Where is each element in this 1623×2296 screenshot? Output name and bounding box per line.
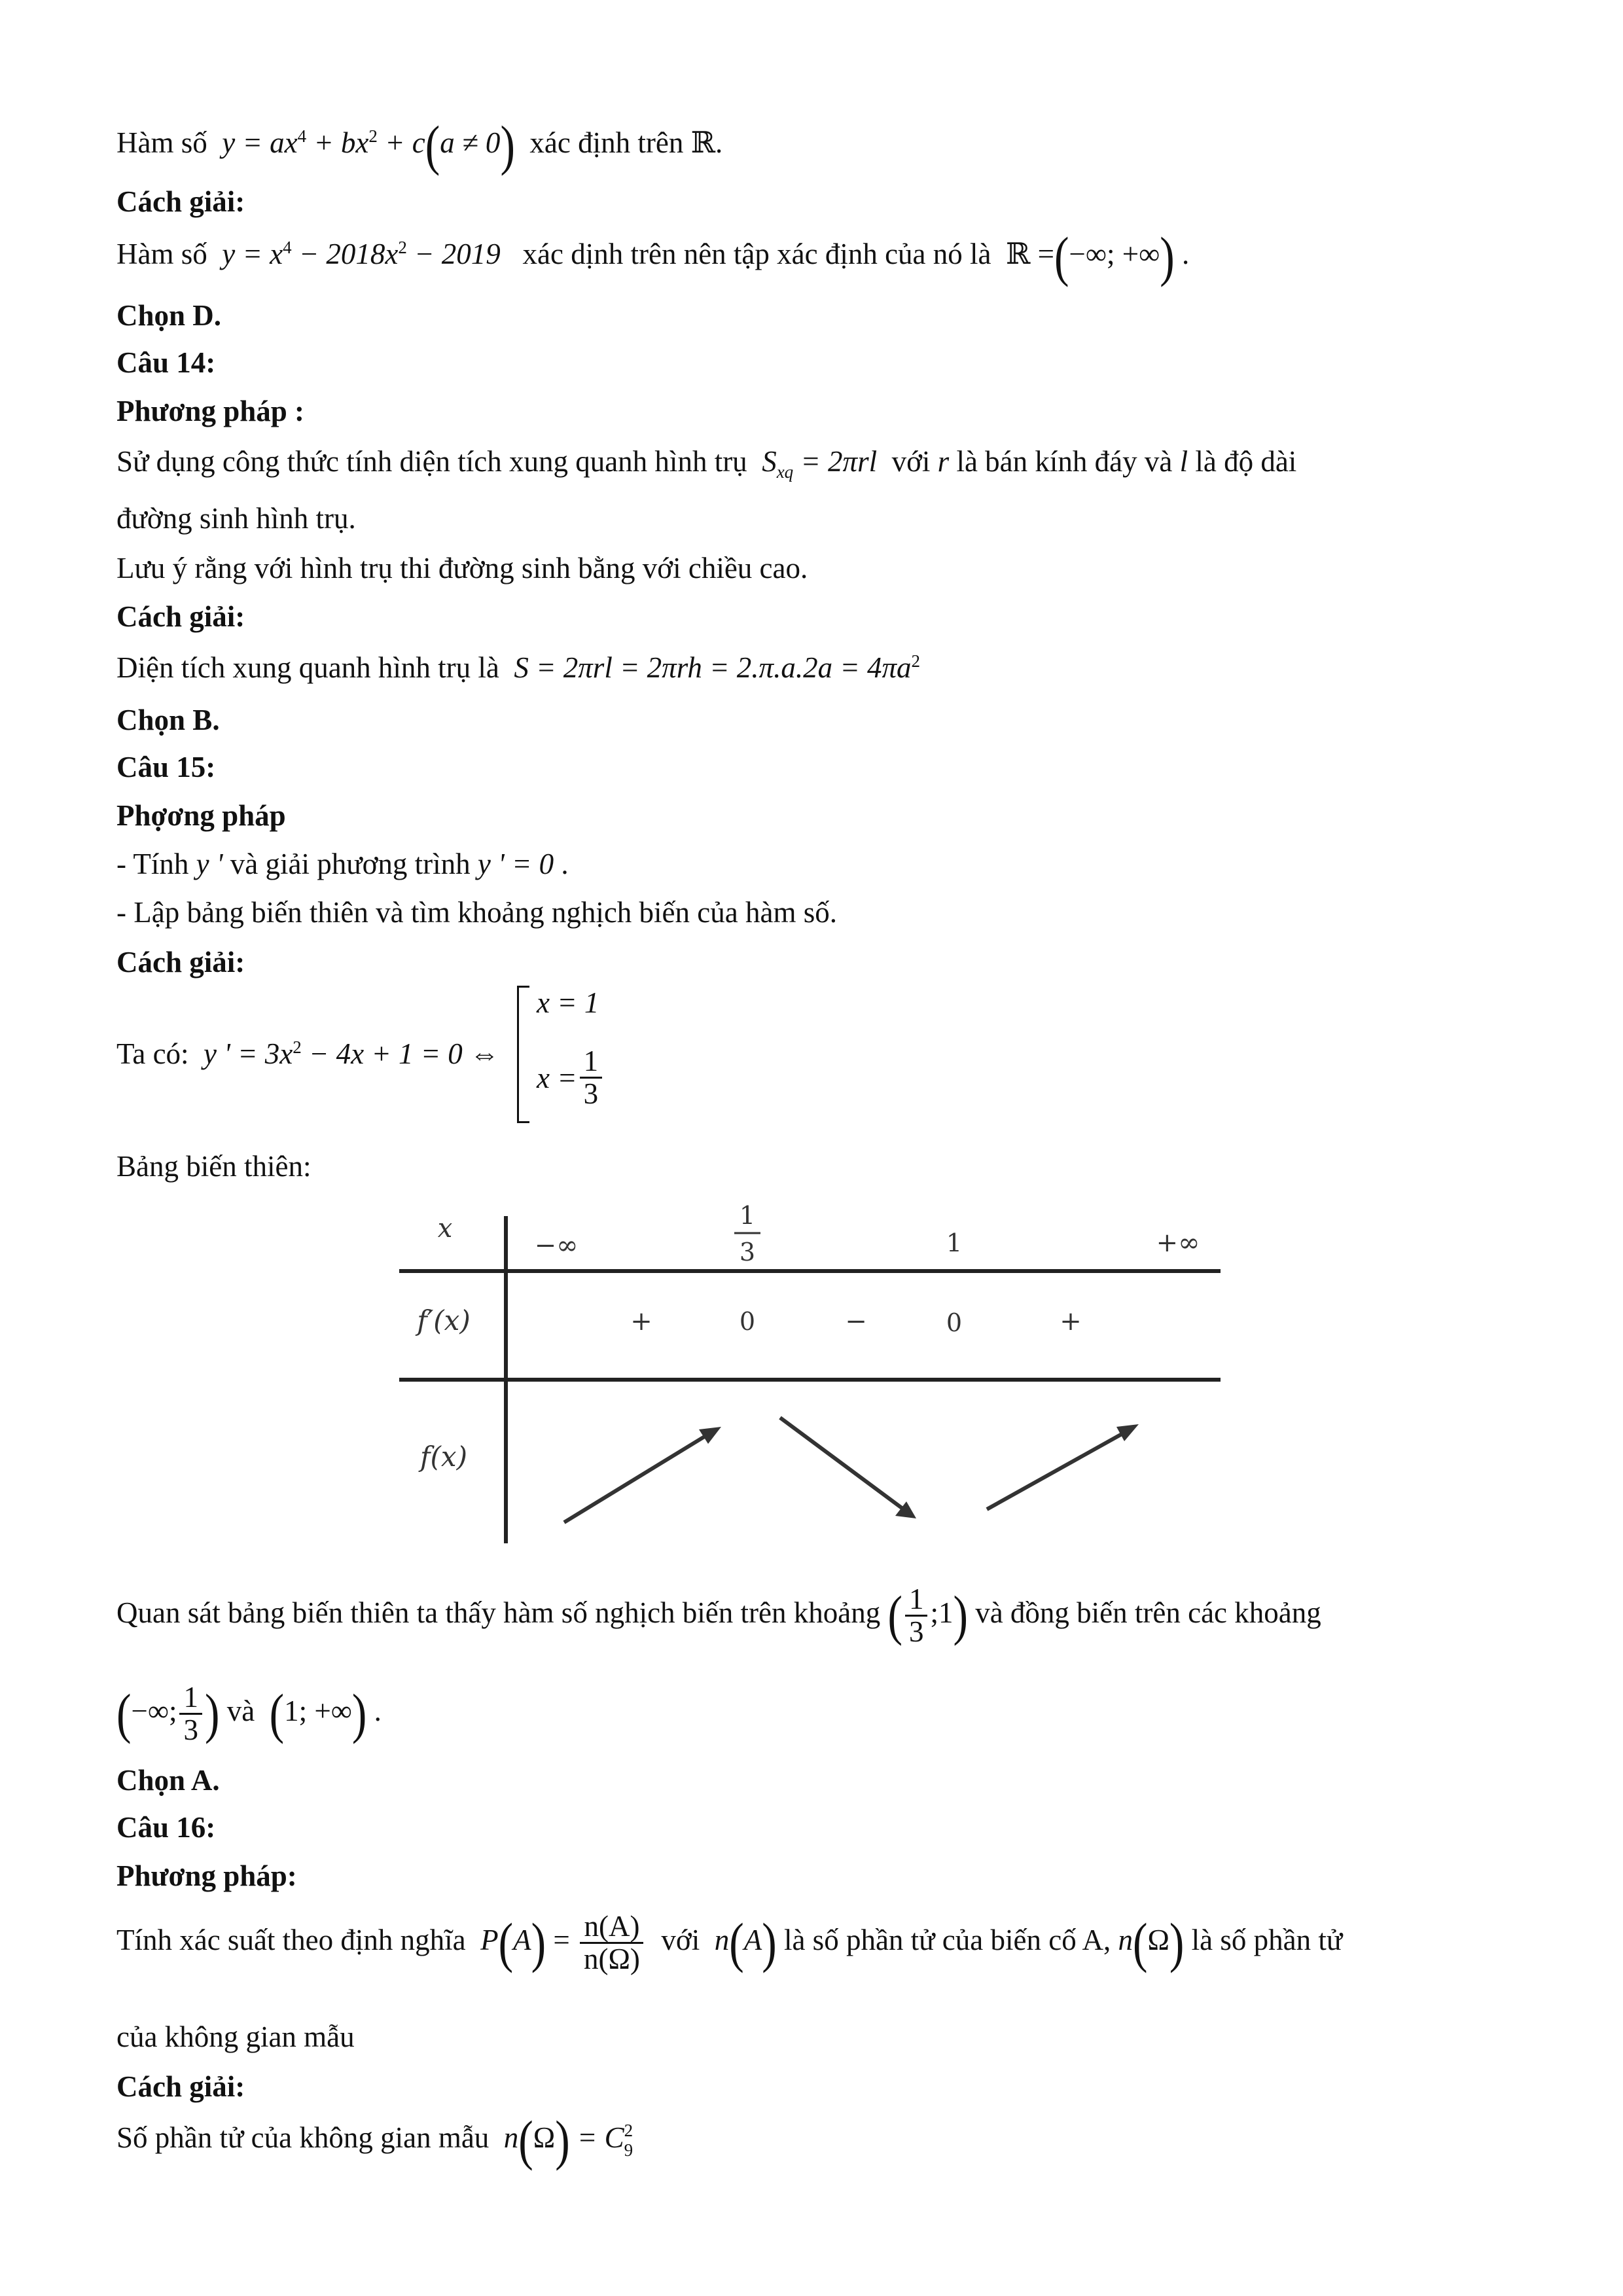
variation-table: [393, 1185, 1230, 1551]
line-note: Lưu ý rằng với hình trụ thi đường sinh bằng với chiều cao.: [116, 552, 808, 584]
root-2: x = $\frac{1}{3}$: [537, 1046, 605, 1110]
heading-phuong-phap: Phương pháp :: [116, 395, 305, 427]
heading-phuong-phap: Phợơng pháp: [116, 799, 286, 832]
zero-2: 0: [946, 1308, 963, 1337]
answer-d: Chọn D.: [116, 299, 222, 332]
heading-cau-15: Câu 15:: [116, 751, 216, 783]
arrow-down: [780, 1418, 916, 1518]
heading-cau-14: Câu 14:: [116, 346, 216, 379]
line-conclusion: Quan sát bảng biến thiên ta thấy hàm số nghịch biến trên khoảng ( $\frac{1}{3}$ ;1) và đồng biến trên các khoảng: [116, 1583, 1321, 1649]
line-probability: Tính xác suất theo định nghĩa P(A) = $\frac{n(A)}{n(\Omega)}$ với n(A) là số phần tử của biến cố A, n(Ω) là số phần tử: [116, 1910, 1343, 1976]
sign-plus-2: +: [1060, 1306, 1082, 1336]
line-step-2: - Lập bảng biến thiên và tìm khoảng nghịch biến của hàm số.: [116, 896, 837, 929]
x-neg-inf: −∞: [534, 1230, 579, 1261]
line-sample-space: Số phần tử của không gian mẫu n(Ω) = C 2 9: [116, 2109, 633, 2171]
sign-plus-1: +: [630, 1306, 652, 1336]
heading-cach-giai: Cách giải:: [116, 600, 245, 633]
line-domain-answer: Hàm số $y = x^4 - 2018x^2 - 2019$ xác dịnh trên nên tập xác định của nó là ℝ =(−∞; +∞) .: [116, 226, 1190, 287]
x-third-num: 1: [739, 1201, 756, 1230]
heading-cach-giai: Cách giải:: [116, 2070, 245, 2103]
arrow-up-2: [987, 1424, 1139, 1509]
bracket: [517, 986, 529, 1123]
label-f: f(x): [419, 1441, 468, 1473]
line-domain: Hàm số $y = ax^4 + bx^2 + c(a \ne 0)$ xác định trên ℝ.: [116, 115, 723, 176]
zero-1: 0: [739, 1307, 756, 1336]
label-x: x: [437, 1213, 453, 1244]
heading-cau-16: Câu 16:: [116, 1811, 216, 1844]
heading-phuong-phap: Phương pháp:: [116, 1859, 297, 1892]
line-area: Diện tích xung quanh hình trụ là $S = 2\pi rl = 2\pi rh = 2.\pi.a.2a = 4\pi a^2$: [116, 651, 920, 684]
line-text: đường sinh hình trụ.: [116, 502, 356, 535]
label-fprime: f′(x): [417, 1304, 471, 1336]
line-derivative: Ta có: y ' = $3x^2 - 4x + 1 = 0$ ⇔: [116, 1037, 500, 1070]
x-one: 1: [946, 1229, 963, 1257]
solution-system: [517, 982, 648, 1126]
root-1: x = 1: [537, 986, 599, 1019]
heading-cach-giai: Cách giải:: [116, 185, 245, 218]
answer-b: Chọn B.: [116, 704, 220, 736]
sign-minus: −: [845, 1306, 867, 1336]
answer-a: Chọn A.: [116, 1764, 220, 1797]
arrow-up-1: [564, 1427, 721, 1522]
line-step-1: - Tính y ' và giải phương trình y ' = 0 .: [116, 848, 569, 880]
line-intervals: (−∞; $\frac{1}{3}$ ) và (1; +∞) .: [116, 1681, 382, 1747]
label-bbt: Bảng biến thiên:: [116, 1150, 312, 1183]
heading-cach-giai: Cách giải:: [116, 946, 245, 978]
line-text: của không gian mẫu: [116, 2020, 355, 2053]
x-pos-inf: +∞: [1156, 1228, 1200, 1258]
x-third-den: 3: [739, 1238, 756, 1266]
line-formula: Sử dụng công thức tính diện tích xung quanh hình trụ $S_{xq} = 2\pi rl$ với r là bán kính đáy và l là độ dài: [116, 445, 1297, 482]
